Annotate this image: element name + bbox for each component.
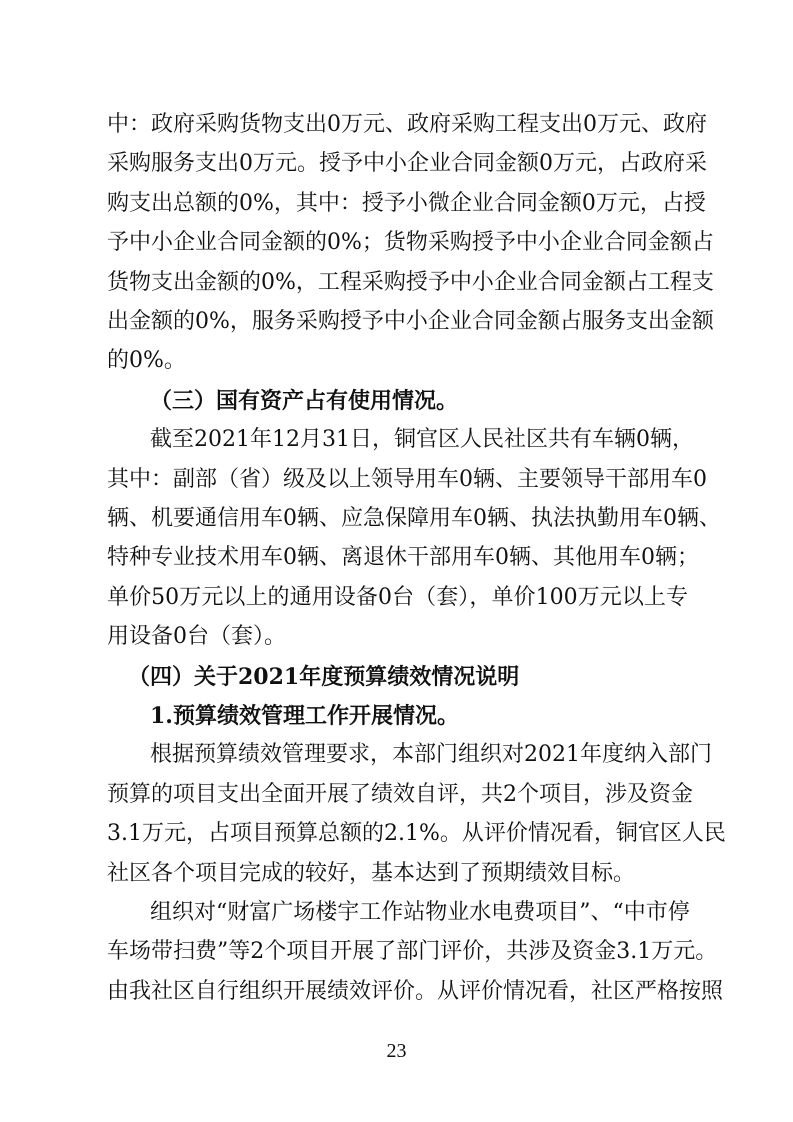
paragraph-line: 预算的项目支出全面开展了绩效自评，共2个项目，涉及资金 [107, 781, 693, 807]
paragraph-line: 由我社区自行组织开展绩效评价。从评价情况看，社区严格按照 [107, 978, 724, 1004]
section-heading: （四）关于2021年度预算绩效情况说明 [128, 663, 520, 690]
paragraph-line: 购支出总额的0%，其中：授予小微企业合同金额0万元，占授 [107, 190, 706, 216]
paragraph-line: 的0%。 [107, 348, 186, 374]
paragraph-line: 特种专业技术用车0辆、离退休干部用车0辆、其他用车0辆； [107, 545, 699, 571]
section-heading: 1.预算绩效管理工作开展情况。 [150, 703, 459, 729]
paragraph-line: 单价50万元以上的通用设备0台（套），单价100万元以上专 [107, 584, 688, 610]
paragraph-line: 采购服务支出0万元。授予中小企业合同金额0万元，占政府采 [107, 151, 707, 177]
paragraph-line: 出金额的0%，服务采购授予中小企业合同金额占服务支出金额 [107, 309, 714, 334]
paragraph-line: 截至2021年12月31日，铜官区人民社区共有车辆0辆， [150, 427, 694, 453]
paragraph-line: 货物支出金额的0%，工程采购授予中小企业合同金额占工程支 [107, 269, 714, 295]
paragraph-line: 社区各个项目完成的较好，基本达到了预期绩效目标。 [107, 860, 636, 886]
paragraph-line: 车场带扫费”等2个项目开展了部门评价，共涉及资金3.1万元。 [107, 939, 718, 965]
paragraph-line: 3.1万元，占项目预算总额的2.1%。从评价情况看，铜官区人民 [107, 821, 726, 847]
paragraph-line: 其中：副部（省）级及以上领导用车0辆、主要领导干部用车0 [107, 466, 707, 492]
paragraph-line: 用设备0台（套）。 [107, 624, 286, 650]
paragraph-line: 予中小企业合同金额的0%；货物采购授予中小企业合同金额占 [107, 230, 714, 256]
paragraph-line: 辆、机要通信用车0辆、应急保障用车0辆、执法执勤用车0辆、 [107, 506, 721, 531]
paragraph-line: 根据预算绩效管理要求，本部门组织对2021年度纳入部门 [150, 742, 712, 768]
paragraph-line: 组织对“财富广场楼宇工作站物业水电费项目”、“中市停 [150, 900, 690, 925]
paragraph-line: 中：政府采购货物支出0万元、政府采购工程支出0万元、政府 [107, 112, 707, 137]
page-number: 23 [386, 1040, 407, 1062]
section-heading: （三）国有资产占有使用情况。 [150, 387, 459, 414]
